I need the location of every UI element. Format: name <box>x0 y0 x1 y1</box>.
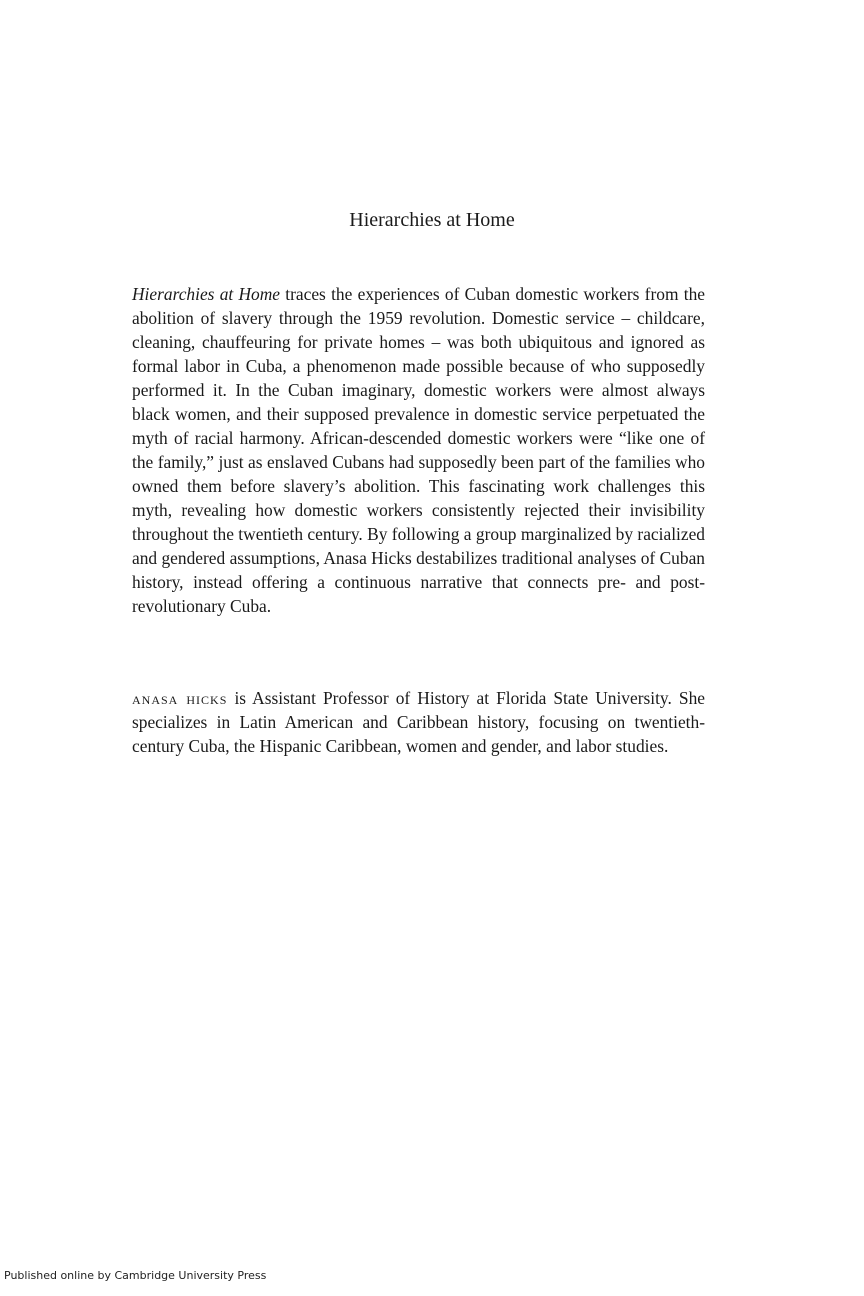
footer-publisher-note: Published online by Cambridge University Press <box>4 1269 267 1282</box>
author-bio <box>132 686 705 758</box>
book-title-italic: Hierarchies at Home <box>132 284 281 304</box>
author-name: anasa hicks <box>132 688 228 708</box>
book-description-text: traces the experiences of Cuban domestic workers from the abolition of slavery through the 1959 revolution. Domestic service – childcare, cleaning, chauffeuring for private homes – was both ubiquitous and ignored as formal labor in Cuba, a phenomenon made possible because of who supposedly performed it. In the Cuban imaginary, domestic workers were almost always black women, and their supposed prevalence in domestic service perpetuated the myth of racial harmony. African-descended domestic workers were “like one of the family,” just as enslaved Cubans had supposedly been part of the families who owned them before slavery’s abolition. This fascinating work challenges this myth, revealing how domestic workers consistently rejected their invisibility throughout the twentieth century. By following a group marginalized by racialized and gendered assumptions, Anasa Hicks destabilizes traditional analyses of Cuban history, instead offering a continuous narrative that connects pre- and postrevolutionary Cuba. <box>132 284 705 616</box>
page-title: Hierarchies at Home <box>349 209 515 231</box>
author-bio-text: is Assistant Professor of History at Florida State University. She specializes in Latin American and Caribbean history, focusing on twentieth-century Cuba, the Hispanic Caribbean, women and gender, and labor studies. <box>132 688 705 756</box>
book-description <box>132 282 705 618</box>
